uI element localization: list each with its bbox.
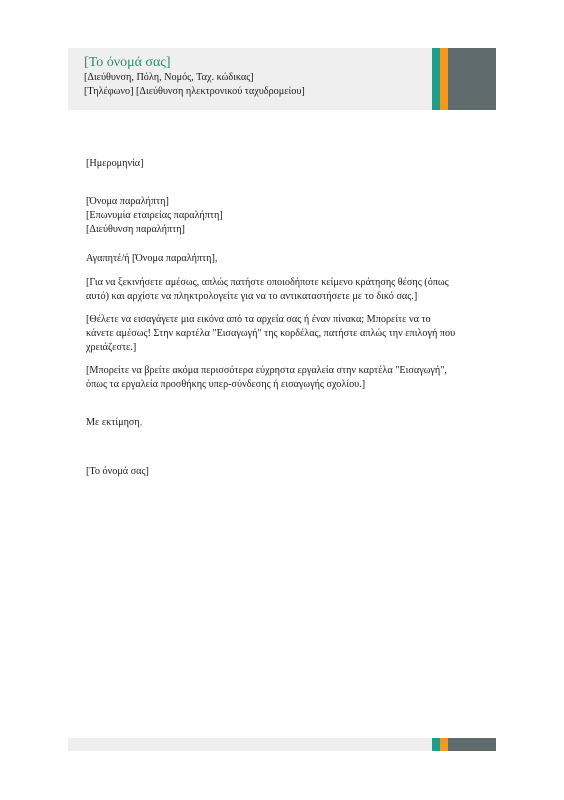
recipient-address[interactable]: [Διεύθυνση παραλήπτη] <box>86 224 185 235</box>
footer-accent-green-bar <box>432 738 440 751</box>
paragraph-1-line: [Για να ξεκινήσετε αμέσως, απλώς πατήστε οποιοδήποτε κείμενο κράτησης θέσης (όπως <box>86 277 449 288</box>
recipient-name[interactable]: [Όνομα παραλήπτη] <box>86 196 169 207</box>
closing-comma: , <box>139 417 143 428</box>
header-accent-green-bar <box>432 48 440 110</box>
signature-name[interactable]: [Το όνομά σας] <box>86 466 149 477</box>
paragraph-2-line: κάνετε αμέσως! Στην καρτέλα "Εισαγωγή" της κορδέλας, πατήστε απλώς την επιλογή που <box>86 328 456 339</box>
paragraph-3-line: [Μπορείτε να βρείτε ακόμα περισσότερα εύχρηστα εργαλεία στην καρτέλα "Εισαγωγή", <box>86 365 447 376</box>
recipient-company[interactable]: [Επωνυμία εταιρείας παραλήπτη] <box>86 210 223 221</box>
closing[interactable] <box>86 416 498 430</box>
footer-accent-gray-bar <box>448 738 496 751</box>
footer-accent-orange-bar <box>440 738 448 751</box>
closing-text: Με εκτίμηση <box>86 417 140 428</box>
paragraph-3-line: όπως τα εργαλεία προσθήκης υπερ-σύνδεσης ή εισαγωγής σχολίου.] <box>86 379 366 390</box>
paragraph-2-line: χρειάζεστε.] <box>86 342 137 353</box>
header-text <box>84 55 305 99</box>
sender-name[interactable]: [Το όνομά σας] <box>84 55 171 70</box>
sender-contact[interactable]: [Τηλέφωνο] [Διεύθυνση ηλεκτρονικού ταχυδρομείου] <box>84 86 305 97</box>
paragraph-1-line: αυτό) και αρχίστε να πληκτρολογείτε για να το αντικαταστήσετε με το δικό σας.] <box>86 291 418 302</box>
letter-body <box>86 157 498 479</box>
paragraph-2[interactable] <box>86 313 498 355</box>
paragraph-3[interactable] <box>86 364 498 392</box>
header-accent-orange-bar <box>440 48 448 110</box>
paragraph-1[interactable] <box>86 276 498 304</box>
greeting[interactable]: Αγαπητέ/ή [Όνομα παραλήπτη], <box>86 253 218 264</box>
paragraph-2-line: [Θέλετε να εισαγάγετε μια εικόνα από τα αρχεία σας ή έναν πίνακα; Μπορείτε να το <box>86 314 431 325</box>
sender-address[interactable]: [Διεύθυνση, Πόλη, Νομός, Ταχ. κώδικας] <box>84 72 254 83</box>
header-accent-gray-bar <box>448 48 496 110</box>
date-placeholder[interactable]: [Ημερομηνία] <box>86 158 144 169</box>
